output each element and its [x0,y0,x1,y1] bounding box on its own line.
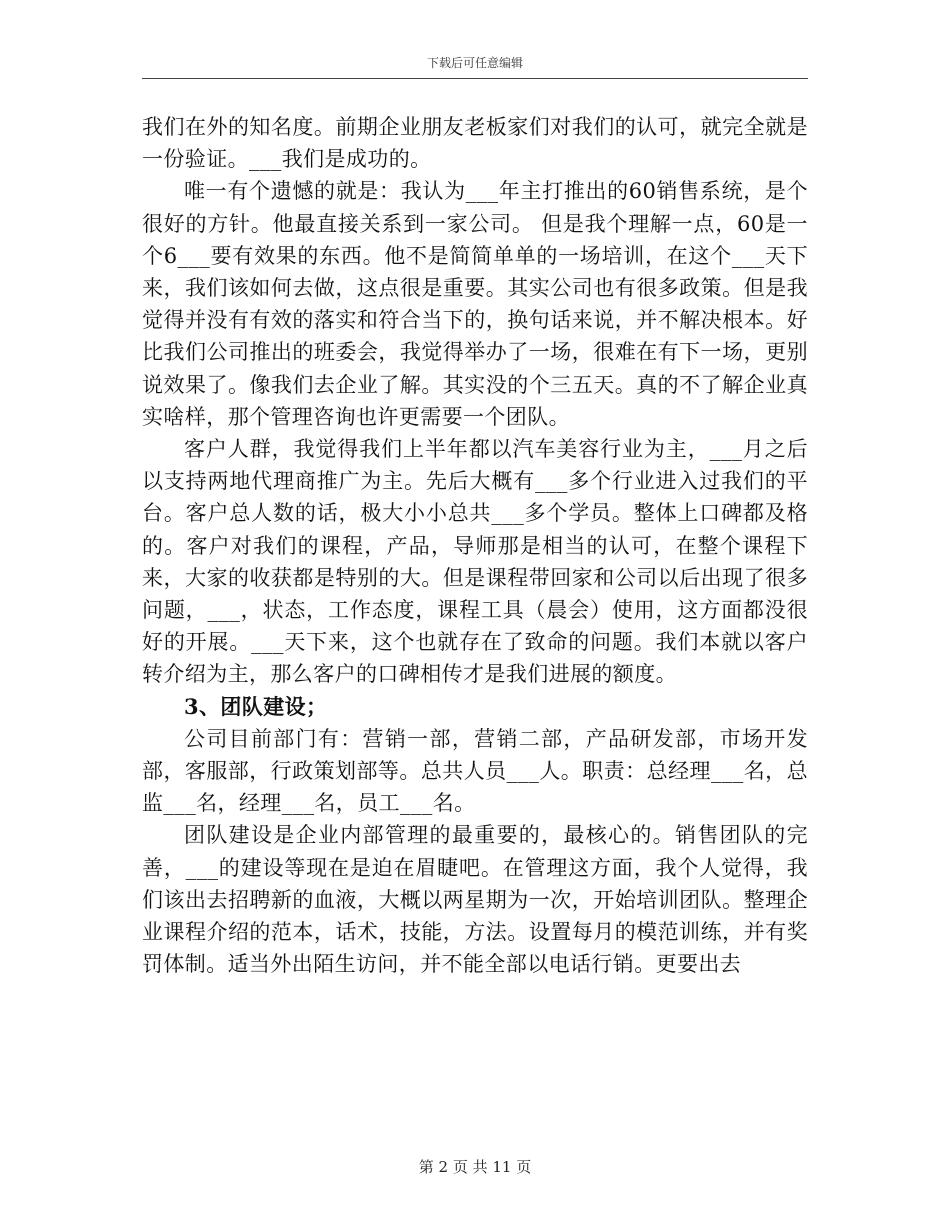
paragraph-2: 唯一有个遗憾的就是：我认为___年主打推出的60销售系统，是个很好的方针。他最直接关系到一家公司。 但是我个理解一点，60是一个6___要有效果的东西。他不是简简单单的一场培训，在这个___天下来，我们该如何去做，这点很是重要。其实公司也有很多政策。但是我觉得并没有有效的落实和符合当下的，换句话来说，并不解决根本。好比我们公司推出的班委会，我觉得举办了一场，很难在有下一场，更别说效果了。像我们去企业了解。其实没的个三五天。真的不了解企业真实啥样，那个管理咨询也许更需要一个团队。 [142,179,808,429]
page-number: 第 2 页 共 11 页 [418,1158,532,1176]
document-body [142,111,808,980]
section-heading-team: 3、团队建设； [184,693,328,719]
paragraph-3: 客户人群，我觉得我们上半年都以汽车美容行业为主，___月之后以支持两地代理商推广为主。先后大概有___多个行业进入过我们的平台。客户总人数的话，极大小小总共___多个学员。整体上口碑都及格的。客户对我们的课程，产品，导师那是相当的认可，在整个课程下来，大家的收获都是特别的大。但是课程带回家和公司以后出现了很多问题，___，状态，工作态度，课程工具（晨会）使用，这方面都没很好的开展。___天下来，这个也就存在了致命的问题。我们本就以客户转介绍为主，那么客户的口碑相传才是我们进展的额度。 [142,437,808,687]
page-header: 下载后可任意编辑 [426,56,523,70]
paragraph-4: 公司目前部门有：营销一部，营销二部，产品研发部，市场开发部，客服部，行政策划部等。总共人员___人。职责：总经理___名，总监___名，经理___名，员工___名。 [142,726,808,816]
paragraph-5: 团队建设是企业内部管理的最重要的，最核心的。销售团队的完善，___的建设等现在是迫在眉睫吧。在管理这方面，我个人觉得，我们该出去招聘新的血液，大概以两星期为一次，开始培训团队。整理企业课程介绍的范本，话术，技能，方法。设置每月的模范训练，并有奖罚体制。适当外出陌生访问，并不能全部以电话行销。更要出去 [142,823,808,977]
header-divider [142,78,808,79]
paragraph-1: 我们在外的知名度。前期企业朋友老板家们对我们的认可，就完全就是一份验证。___我们是成功的。 [142,115,808,172]
